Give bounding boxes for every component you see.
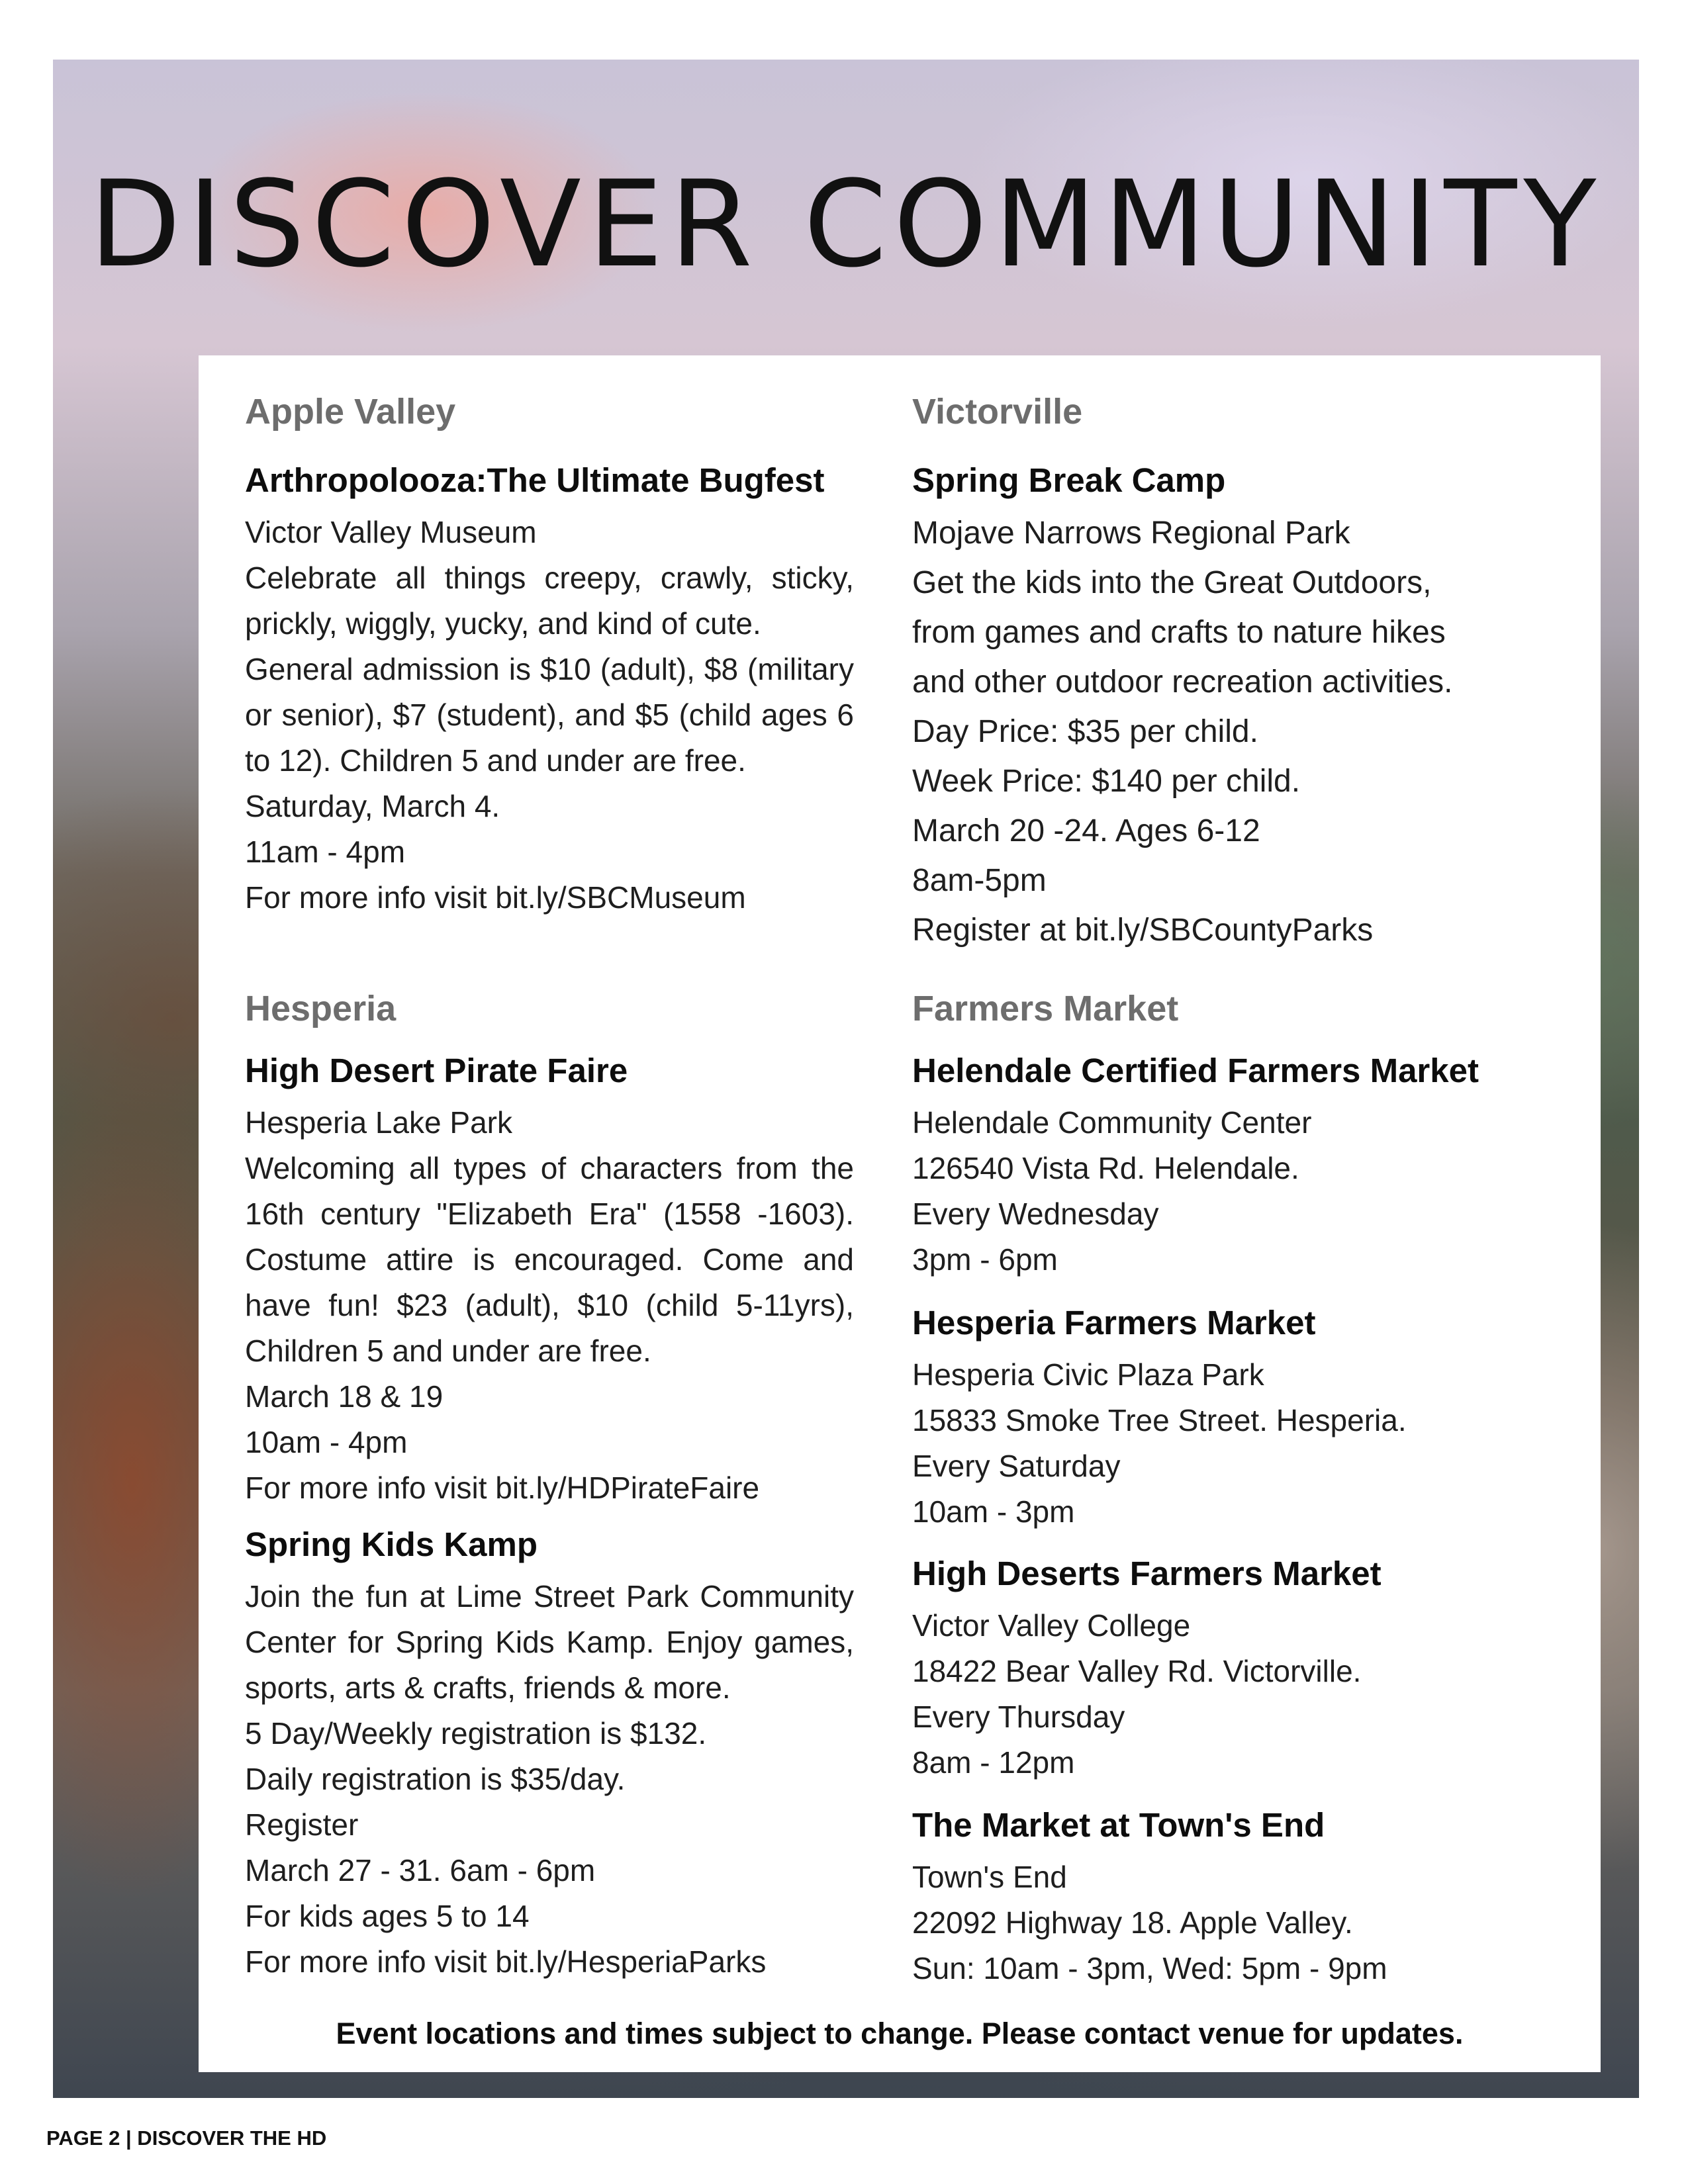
section-heading-hesperia: Hesperia xyxy=(245,989,397,1028)
market-day: Sun: 10am - 3pm, Wed: 5pm - 9pm xyxy=(912,1950,1387,1985)
event-time: 11am - 4pm xyxy=(245,834,406,869)
event-description-line: Get the kids into the Great Outdoors, xyxy=(912,565,1432,600)
market-venue: Helendale Community Center xyxy=(912,1105,1312,1140)
market-title: The Market at Town's End xyxy=(912,1806,1325,1844)
market-venue: Hesperia Civic Plaza Park xyxy=(912,1357,1264,1392)
event-register-link[interactable]: Register at bit.ly/SBCountyParks xyxy=(912,912,1374,948)
market-time: 10am - 3pm xyxy=(912,1494,1075,1529)
section-heading-farmers-market: Farmers Market xyxy=(912,989,1179,1028)
event-description: Join the fun at Lime Street Park Community Center for Spring Kids Kamp. Enjoy games, sports, arts & crafts, friends & more. xyxy=(245,1578,854,1705)
market-time: 8am - 12pm xyxy=(912,1745,1075,1780)
event-date: Saturday, March 4. xyxy=(245,788,500,823)
event-day-price: Day Price: $35 per child. xyxy=(912,713,1258,749)
event-title: Spring Kids Kamp xyxy=(245,1525,538,1563)
market-address: 18422 Bear Valley Rd. Victorville. xyxy=(912,1653,1362,1688)
event-spring-kids-kamp xyxy=(245,1525,854,1985)
market-address: 126540 Vista Rd. Helendale. xyxy=(912,1150,1299,1185)
event-title: Spring Break Camp xyxy=(912,461,1226,499)
event-weekly-price: 5 Day/Weekly registration is $132. xyxy=(245,1715,707,1751)
event-info-link[interactable]: For more info visit bit.ly/SBCMuseum xyxy=(245,880,746,915)
market-time: 3pm - 6pm xyxy=(912,1242,1058,1277)
market-venue: Victor Valley College xyxy=(912,1608,1191,1643)
market-day: Every Wednesday xyxy=(912,1196,1159,1231)
page-title: DISCOVER COMMUNITY xyxy=(89,156,1603,294)
event-venue: Hesperia Lake Park xyxy=(245,1105,512,1140)
market-item xyxy=(912,1304,1574,1535)
venue-notice: Event locations and times subject to change. Please contact venue for updates. xyxy=(336,2017,1464,2050)
event-description: Celebrate all things creepy, crawly, sticky, prickly, wiggly, yucky, and kind of cute. xyxy=(245,560,854,641)
event-time: 10am - 4pm xyxy=(245,1424,408,1459)
market-title: High Deserts Farmers Market xyxy=(912,1555,1382,1592)
market-title: Helendale Certified Farmers Market xyxy=(912,1052,1479,1089)
section-heading-victorville: Victorville xyxy=(912,392,1083,432)
event-date: March 18 & 19 xyxy=(245,1379,444,1414)
section-heading-apple-valley: Apple Valley xyxy=(245,392,456,432)
market-venue: Town's End xyxy=(912,1859,1067,1894)
market-item xyxy=(912,1555,1574,1786)
background-photo xyxy=(53,60,1639,2098)
event-daily-price: Daily registration is $35/day. xyxy=(245,1761,626,1796)
event-admission: General admission is $10 (adult), $8 (military or senior), $7 (student), and $5 (child ages 6 to 12). Children 5 and under are free. xyxy=(245,651,854,778)
market-day: Every Thursday xyxy=(912,1699,1125,1734)
event-title: Arthropolooza:The Ultimate Bugfest xyxy=(245,461,825,499)
market-address: 15833 Smoke Tree Street. Hesperia. xyxy=(912,1402,1407,1437)
content-panel xyxy=(199,355,1601,2072)
event-venue: Victor Valley Museum xyxy=(245,514,537,549)
event-title: High Desert Pirate Faire xyxy=(245,1052,628,1089)
event-info-link[interactable]: For more info visit bit.ly/HesperiaParks xyxy=(245,1944,767,1979)
event-dates: March 20 -24. Ages 6-12 xyxy=(912,813,1260,848)
event-time: 8am-5pm xyxy=(912,862,1047,898)
event-pirate-faire xyxy=(245,1052,854,1511)
market-title: Hesperia Farmers Market xyxy=(912,1304,1316,1342)
event-week-price: Week Price: $140 per child. xyxy=(912,763,1301,799)
event-arthropolooza xyxy=(245,461,854,921)
event-ages: For kids ages 5 to 14 xyxy=(245,1898,530,1933)
event-description-line: and other outdoor recreation activities. xyxy=(912,664,1453,700)
event-info-link[interactable]: For more info visit bit.ly/HDPirateFaire xyxy=(245,1470,760,1505)
event-dates: March 27 - 31. 6am - 6pm xyxy=(245,1852,596,1888)
event-register: Register xyxy=(245,1807,359,1842)
event-description: Welcoming all types of characters from the 16th century "Elizabeth Era" (1558 -1603). Costume attire is encouraged. Come and have fun! $23 (adult), $10 (child 5-11yrs), Children 5 and under are free. xyxy=(245,1150,854,1368)
market-item xyxy=(912,1806,1574,1991)
event-venue: Mojave Narrows Regional Park xyxy=(912,515,1350,551)
market-item xyxy=(912,1052,1574,1283)
market-address: 22092 Highway 18. Apple Valley. xyxy=(912,1905,1353,1940)
market-day: Every Saturday xyxy=(912,1448,1121,1483)
event-spring-break-camp xyxy=(912,461,1574,955)
event-description-line: from games and crafts to nature hikes xyxy=(912,614,1446,650)
page-footer: PAGE 2 | DISCOVER THE HD xyxy=(46,2126,327,2150)
